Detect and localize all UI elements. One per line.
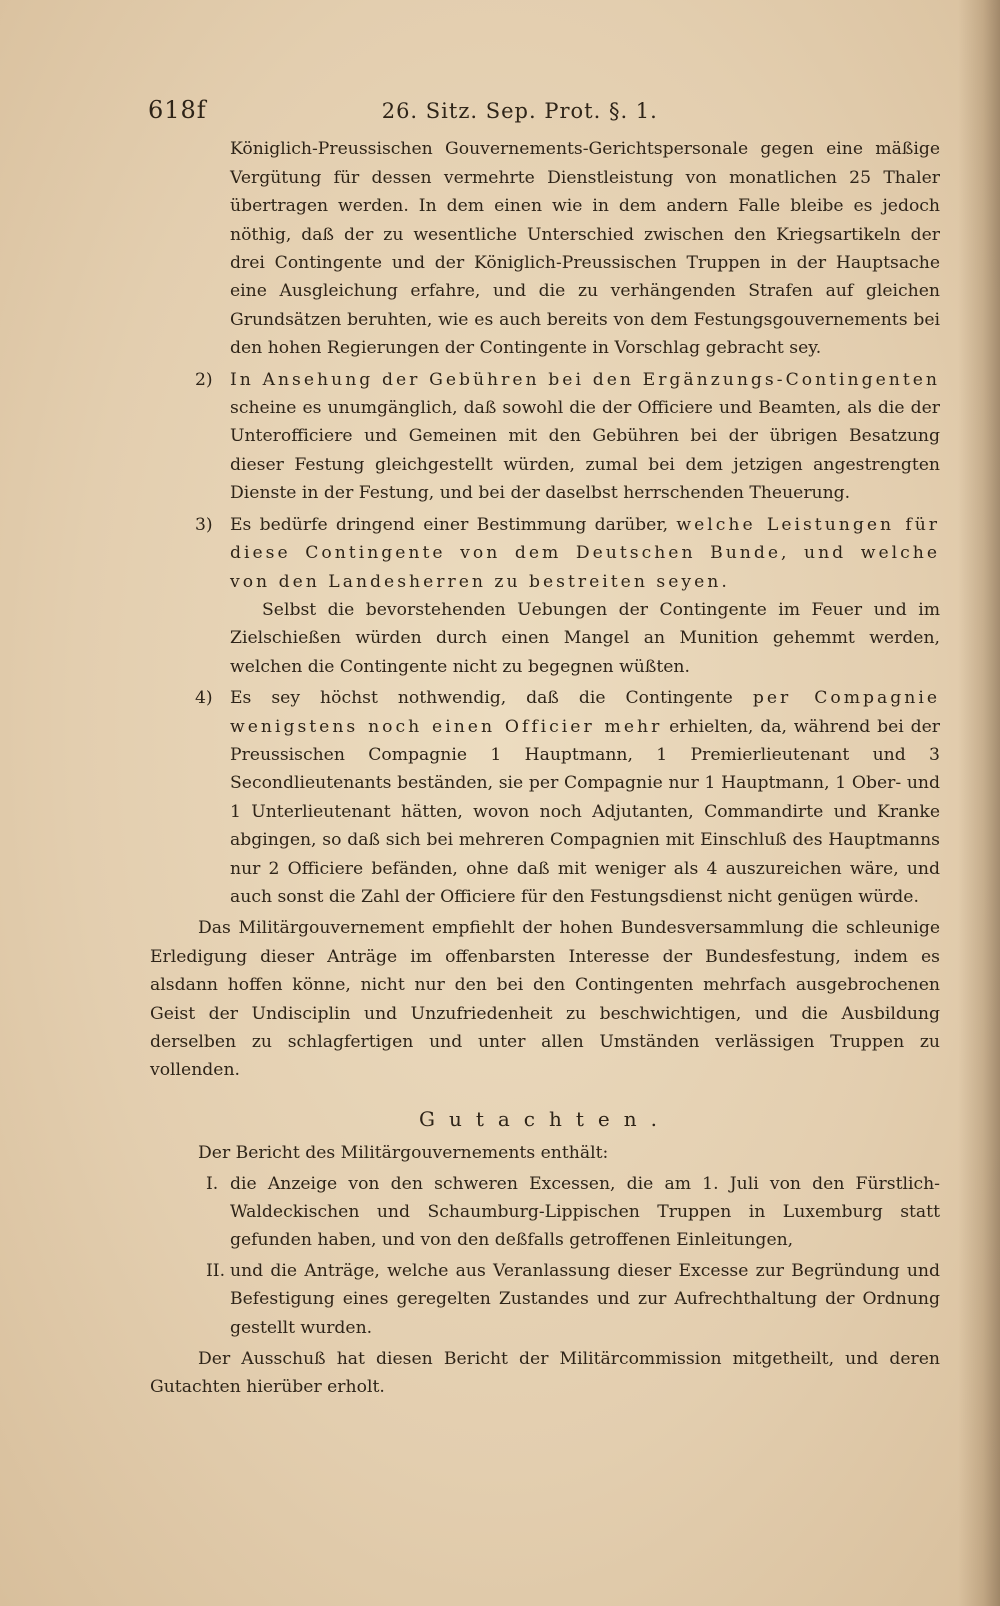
item-number: 4) (195, 688, 213, 709)
item-3-spaced: welche Leistungen für diese Contingente von dem Deutschen Bunde, und welche von den Landesherren zu bestreiten seyen. (230, 514, 941, 592)
point-number: I. (206, 1173, 219, 1194)
item-4-spaced: per Compagnie wenigstens noch einen Officier mehr (230, 688, 940, 737)
section-heading: Gutachten. (418, 1106, 671, 1131)
binding-shadow (958, 0, 1000, 1606)
item-2-lead: In Ansehung der Gebühren bei den Ergänzungs-Contingenten (230, 369, 940, 390)
page-text (150, 96, 940, 1402)
continuation-paragraph: Königlich-Preussischen Gouvernements-Gerichtspersonale gegen eine mäßige Vergütung für dessen vermehrte Dienstleistung von monatlichen 25 Thaler übertragen werden. In dem einen wie in dem andern Falle bleibe es jedoch nöthig, daß der zu wesentliche Unterschied zwischen den Kriegsartikeln der drei Contingente und der Königlich-Preussischen Truppen in der Hauptsache eine Ausgleichung erfahre, und die zu verhängenden Strafen auf gleichen Grundsätzen beruhten, wie es auch bereits von dem Festungsgouvernements bei den hohen Regierungen der Contingente in Vorschlag gebracht sey. (230, 139, 940, 359)
item-3 (150, 511, 940, 596)
item-2 (150, 366, 940, 508)
item-3-pre: Es bedürfe dringend einer Bestimmung darüber, (230, 514, 677, 535)
item-3-sub: Selbst die bevorstehenden Uebungen der Contingente im Feuer und im Zielschießen würden durch einen Mangel an Munition gehemmt werden, welchen die Contingente nicht zu begegnen wüßten. (230, 599, 940, 677)
closing-paragraph: Das Militärgouvernement empfiehlt der hohen Bundesversammlung die schleunige Erledigung dieser Anträge im offenbarsten Interesse der Bundesfestung, indem es alsdann hoffen könne, nicht nur den bei den Contingenten mehrfach ausgebrochenen Geist der Undisciplin und Unzufriedenheit zu beschwichtigen, und die Ausbildung derselben zu schlagfertigen und unter allen Umständen verlässigen Truppen zu vollenden. (150, 918, 940, 1081)
page-header (148, 96, 940, 125)
report-point-2 (150, 1257, 940, 1342)
final-paragraph: Der Ausschuß hat diesen Bericht der Militärcommission mitgetheilt, und deren Gutachten hierüber erholt. (150, 1349, 940, 1398)
item-number: 3) (195, 514, 213, 535)
item-4-pre: Es sey höchst nothwendig, daß die Contingente (230, 688, 753, 709)
point-text: die Anzeige von den schweren Excessen, die am 1. Juli von den Fürstlich-Waldeckischen und Schaumburg-Lippischen Truppen in Luxemburg statt gefunden haben, und von den deßfalls getroffenen Einleitungen, (230, 1173, 940, 1251)
point-number: II. (206, 1260, 226, 1281)
item-4 (150, 684, 940, 911)
page-number: 618f (148, 96, 207, 124)
report-point-1 (150, 1170, 940, 1255)
point-text: und die Anträge, welche aus Veranlassung dieser Excesse zur Begründung und Befestigung eines geregelten Zustandes und zur Aufrechthaltung der Ordnung gestellt wurden. (230, 1260, 940, 1338)
running-head: 26. Sitz. Sep. Prot. §. 1. (381, 99, 658, 123)
item-2-text: scheine es unumgänglich, daß sowohl die der Officiere und Beamten, als die der Unterofficiere und Gemeinen mit den Gebühren bei der übrigen Besatzung dieser Festung gleichgestellt würden, zumal bei dem jetzigen angestrengten Dienste in der Festung, und bei der daselbst herrschenden Theuerung. (230, 398, 940, 504)
item-4-text: erhielten, da, während bei der Preussischen Compagnie 1 Hauptmann, 1 Premierlieutenant und 3 Secondlieutenants beständen, sie per Compagnie nur 1 Hauptmann, 1 Ober- und 1 Unterlieutenant hätten, wovon noch Adjutanten, Commandirte und Kranke abgingen, so daß sich bei mehreren Compagnien mit Einschluß des Hauptmanns nur 2 Officiere befänden, ohne daß mit weniger als 4 auszureichen wäre, und auch sonst die Zahl der Officiere für den Festungsdienst nicht genügen würde. (230, 716, 941, 907)
report-intro: Der Bericht des Militärgouvernements enthält: (198, 1143, 609, 1164)
item-number: 2) (195, 369, 213, 390)
